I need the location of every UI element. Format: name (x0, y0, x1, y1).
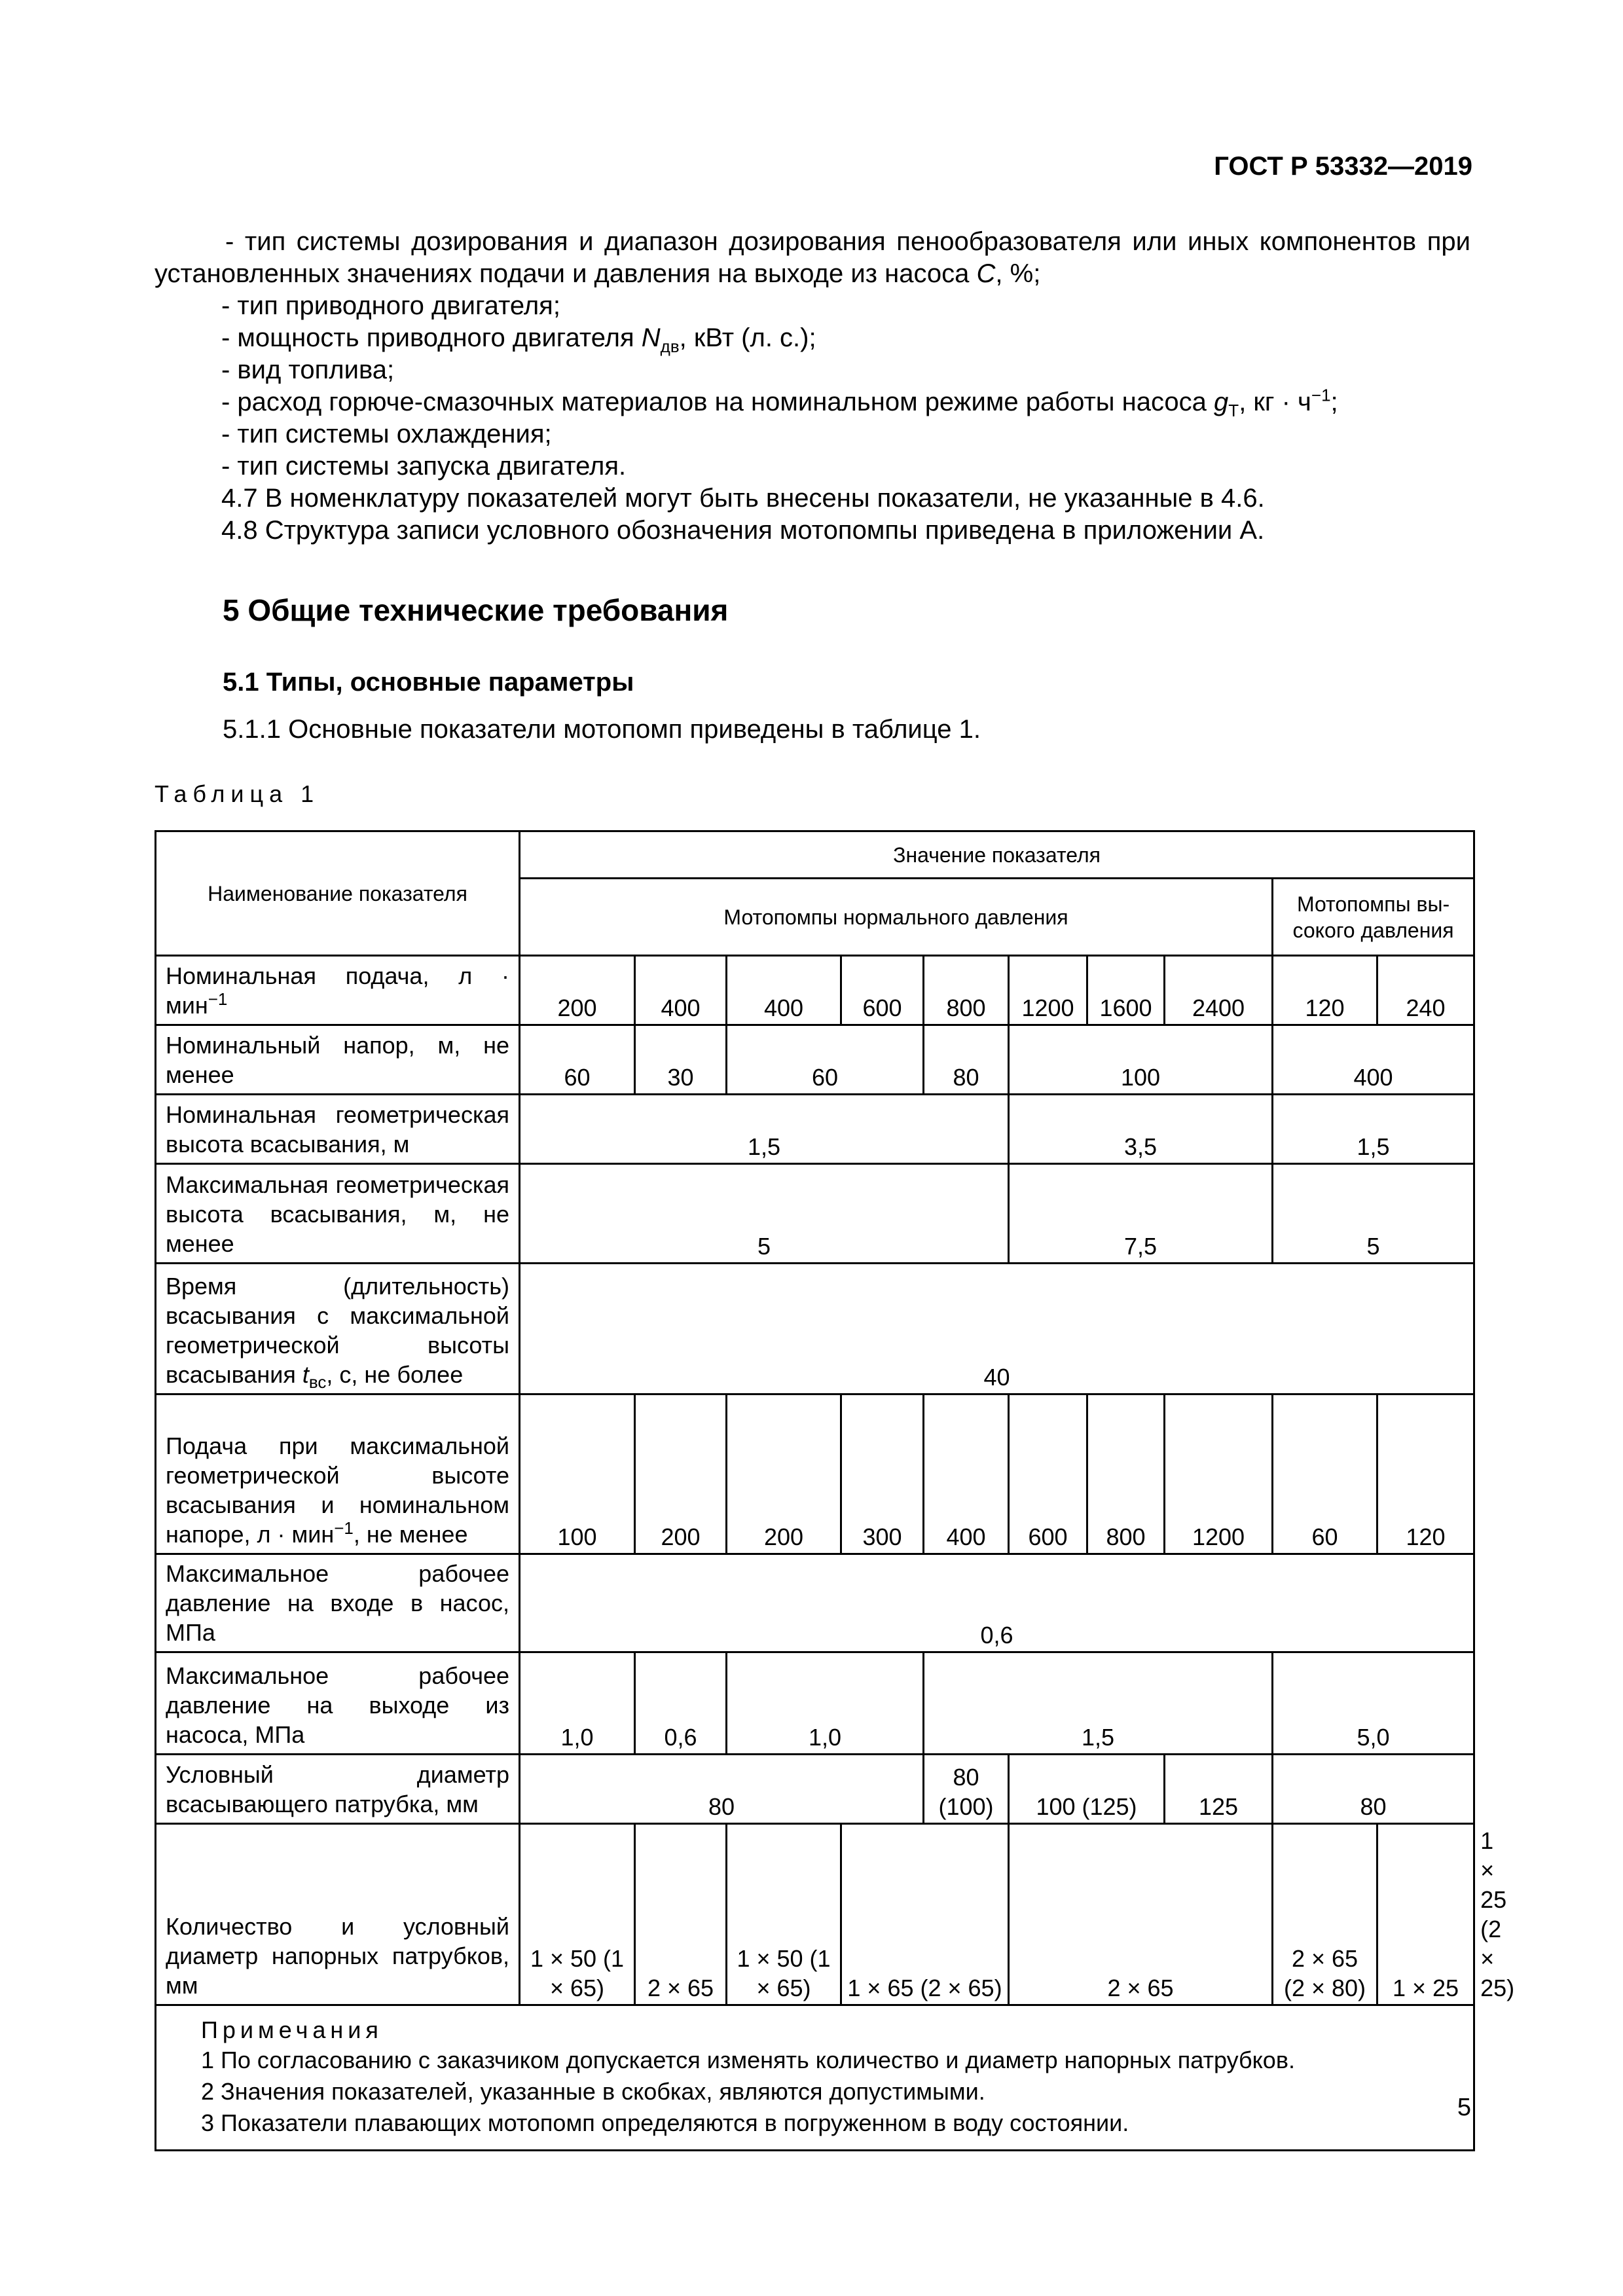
document-code-header: ГОСТ Р 53332—2019 (1214, 152, 1472, 181)
table-cell: 0,6 (635, 1652, 727, 1755)
table-cell: 1,0 (520, 1652, 635, 1755)
table-cell: 800 (924, 956, 1009, 1025)
table-cell: 30 (635, 1025, 727, 1095)
table-cell: 600 (841, 956, 924, 1025)
row-label: Номинальная подача, л · мин$^{-1}$ (156, 956, 520, 1025)
table-cell: 200 (520, 956, 635, 1025)
table-cell: 3,5 (1009, 1095, 1273, 1164)
notes-row (156, 2005, 1474, 2151)
table-cell: 0,6 (520, 1554, 1474, 1652)
table-cell: 80 (924, 1025, 1009, 1095)
table-cell: 60 (520, 1025, 635, 1095)
table-cell: 5,0 (1273, 1652, 1474, 1755)
table-cell: 1 × 25 (1377, 1824, 1474, 2005)
header-high-pressure: Мотопомпы вы-сокого давления (1273, 879, 1474, 956)
table-row (156, 1554, 1474, 1652)
table-cell: 1,5 (1273, 1095, 1474, 1164)
table-cell: 1,0 (727, 1652, 924, 1755)
table-cell: 2 × 65 (1009, 1824, 1273, 2005)
table-cell: 125 (1165, 1755, 1273, 1824)
table-row: Количество и условный диаметр напорных патрубков, мм 1 × 50 (1 × 65) 2 × 65 1 × 50 (1 × 65) 1 × 65 (2 × 65) 2 × 65 2 × 65 (2 × 80) 1 × 25 1 × 25 (2 × 25) (156, 1824, 1474, 2005)
paragraph-4-7: 4.7 В номенклатуру показателей могут быть внесены показатели, не указанные в 4.6. (221, 484, 1265, 513)
table-cell: 40 (520, 1264, 1474, 1394)
table-cell: 60 (1273, 1394, 1377, 1554)
note-2: 2 Значения показателей, указанные в скобках, являются допустимыми. (201, 2078, 985, 2105)
page-number: 5 (1457, 2094, 1471, 2121)
row-label: Номинальная геометрическая высота всасывания, м (156, 1095, 520, 1164)
table-row (156, 1755, 1474, 1824)
table-cell: 400 (924, 1394, 1009, 1554)
paragraph-5-1-1: 5.1.1 Основные показатели мотопомп приведены в таблице 1. (223, 715, 981, 744)
row-label: Время (длительность) всасывания с максимальной геометрической высоты всасывания $t_{вс}$, с, не более (156, 1264, 520, 1394)
row-label: Подача при максимальной геометрической высоте всасывания и номинальном напоре, л · мин$^{-1}$, не менее (156, 1394, 520, 1554)
list-item-engine-power: - мощность приводного двигателя $N_{дв}$, кВт (л. с.); (221, 323, 816, 356)
row-label: Номинальный напор, м, не менее (156, 1025, 520, 1095)
table-cell: 100 (520, 1394, 635, 1554)
table-cell: 1600 (1087, 956, 1165, 1025)
header-value: Значение показателя (520, 831, 1474, 879)
table-cell: 240 (1377, 956, 1474, 1025)
table-cell: 80 (520, 1755, 924, 1824)
header-parameter-name: Наименование показателя (156, 831, 520, 956)
table-cell: 80 (100) (924, 1755, 1009, 1824)
table-cell: 1200 (1009, 956, 1087, 1025)
header-normal-pressure: Мотопомпы нормального давления (520, 879, 1273, 956)
table-cell: 400 (727, 956, 841, 1025)
list-item-cooling: - тип системы охлаждения; (221, 420, 552, 448)
row-label: Максимальная геометрическая высота всасывания, м, не менее (156, 1164, 520, 1264)
row-label: Максимальное рабочее давление на выходе из насоса, МПа (156, 1652, 520, 1755)
table-cell: 300 (841, 1394, 924, 1554)
table-row (156, 1164, 1474, 1264)
table-notes (156, 2005, 1474, 2151)
table-cell: 200 (635, 1394, 727, 1554)
table-cell: 2 × 65 (635, 1824, 727, 2005)
list-item-fuel-consumption: - расход горюче-смазочных материалов на номинальном режиме работы насоса $g_Т$, кг · $ч^{-1}$; (221, 385, 1338, 420)
table-cell: 1,5 (924, 1652, 1273, 1755)
section-title: 5 Общие технические требования (223, 593, 729, 627)
table-cell: 1 × 65 (2 × 65) (841, 1824, 1009, 2005)
table-cell: 600 (1009, 1394, 1087, 1554)
table-cell: 1,5 (520, 1095, 1009, 1164)
table-cell: 1200 (1165, 1394, 1273, 1554)
note-1: 1 По согласованию с заказчиком допускается изменять количество и диаметр напорных патрубков. (201, 2047, 1295, 2073)
list-item-dosing: - тип системы дозирования и диапазон дозирования пенообразователя или иных компонентов при установленных значениях подачи и давления на выходе из насоса С, %; (155, 227, 1470, 288)
note-3: 3 Показатели плавающих мотопомп определяются в погруженном в воду состоянии. (201, 2109, 1129, 2136)
table-row (156, 956, 1474, 1025)
table-cell: 400 (635, 956, 727, 1025)
table-row (156, 1095, 1474, 1164)
table-cell: 80 (1273, 1755, 1474, 1824)
paragraph-4-8: 4.8 Структура записи условного обозначения мотопомпы приведена в приложении А. (221, 516, 1265, 545)
table-cell: 800 (1087, 1394, 1165, 1554)
table-cell: 200 (727, 1394, 841, 1554)
table-row (156, 1652, 1474, 1755)
row-label: Условный диаметр всасывающего патрубка, мм (156, 1755, 520, 1824)
table-cell: 2 × 65 (2 × 80) (1273, 1824, 1377, 2005)
table-cell: 1 × 50 (1 × 65) (727, 1824, 841, 2005)
table-row (156, 1264, 1474, 1394)
table-cell: 100 (1009, 1025, 1273, 1095)
table-caption: Таблица 1 (155, 780, 320, 807)
row-label: Максимальное рабочее давление на входе в насос, МПа (156, 1554, 520, 1652)
intro-list (155, 226, 1470, 547)
table-cell: 400 (1273, 1025, 1474, 1095)
table-row (156, 1025, 1474, 1095)
table-cell: 120 (1377, 1394, 1474, 1554)
list-item-start-system: - тип системы запуска двигателя. (221, 452, 627, 481)
table-cell: 5 (520, 1164, 1009, 1264)
table-cell: 1 × 50 (1 × 65) (520, 1824, 635, 2005)
list-item-fuel: - вид топлива; (221, 355, 395, 384)
table-cell: 100 (125) (1009, 1755, 1165, 1824)
table-row (156, 1394, 1474, 1554)
table-cell: 5 (1273, 1164, 1474, 1264)
table-cell: 7,5 (1009, 1164, 1273, 1264)
subsection-title: 5.1 Типы, основные параметры (223, 668, 634, 697)
notes-title: Примечания (201, 2016, 383, 2043)
row-label: Количество и условный диаметр напорных патрубков, мм (156, 1824, 520, 2005)
table-cell: 2400 (1165, 956, 1273, 1025)
table-cell: 60 (727, 1025, 924, 1095)
list-item-engine-type: - тип приводного двигателя; (221, 291, 560, 320)
table-cell: 120 (1273, 956, 1377, 1025)
parameters-table (155, 830, 1515, 2151)
